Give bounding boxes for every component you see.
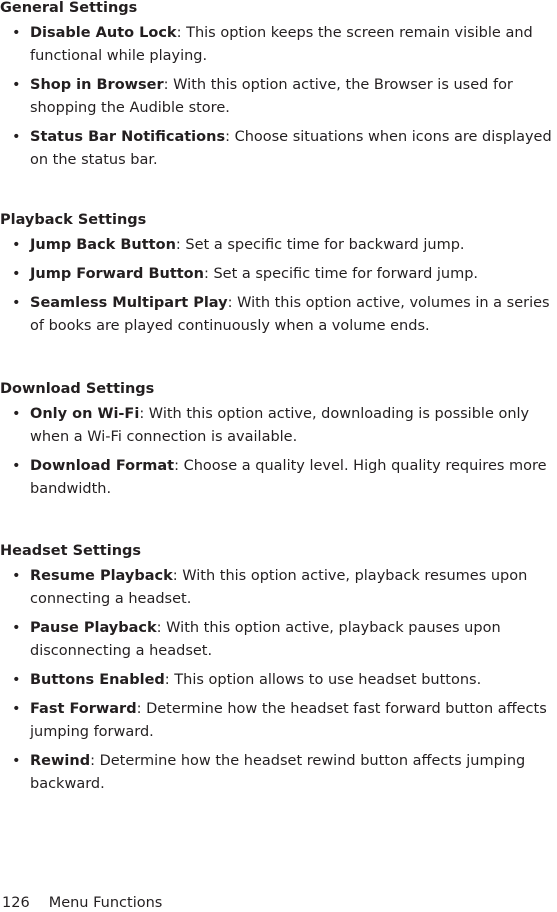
item-description: : Choose situations when icons are displayed on the status bar. xyxy=(30,129,552,168)
settings-list xyxy=(0,22,557,172)
item-term: Download Format xyxy=(30,458,175,474)
item-description: : This option allows to use headset buttons. xyxy=(164,672,482,688)
item-term: Resume Playback xyxy=(30,568,173,584)
list-item xyxy=(0,698,557,744)
item-term: Only on Wi-Fi xyxy=(30,406,140,422)
item-term: Fast Forward xyxy=(30,701,137,717)
bullet-icon: • xyxy=(12,458,21,474)
item-term: Jump Forward Button xyxy=(30,266,204,282)
item-term: Shop in Browser xyxy=(30,77,164,93)
item-description: : With this option active, downloading is possible only when a Wi-Fi connection is available. xyxy=(30,406,530,445)
section-general-settings xyxy=(0,0,557,178)
item-term: Pause Playback xyxy=(30,620,157,636)
bullet-icon: • xyxy=(12,237,21,253)
settings-list xyxy=(0,565,557,796)
item-description: : With this option active, playback resumes upon connecting a headset. xyxy=(30,568,528,607)
settings-list xyxy=(0,403,557,501)
section-title: Download Settings xyxy=(0,381,155,397)
list-item xyxy=(0,750,557,796)
list-item xyxy=(0,617,557,663)
bullet-icon: • xyxy=(12,672,21,688)
list-item xyxy=(0,22,557,68)
section-headset-settings xyxy=(0,543,557,802)
item-description: : Determine how the headset rewind button affects jumping backward. xyxy=(30,753,526,792)
item-term: Rewind xyxy=(30,753,91,769)
item-description: : With this option active, playback pauses upon disconnecting a headset. xyxy=(30,620,501,659)
list-item xyxy=(0,669,557,692)
list-item xyxy=(0,263,557,286)
section-title: Headset Settings xyxy=(0,543,142,559)
bullet-icon: • xyxy=(12,295,21,311)
list-item xyxy=(0,74,557,120)
item-term: Buttons Enabled xyxy=(30,672,165,688)
settings-list xyxy=(0,234,557,338)
bullet-icon: • xyxy=(12,620,21,636)
list-item xyxy=(0,403,557,449)
item-term: Jump Back Button xyxy=(30,237,176,253)
item-description: : Determine how the headset fast forward button affects jumping forward. xyxy=(30,701,547,740)
bullet-icon: • xyxy=(12,701,21,717)
bullet-icon: • xyxy=(12,568,21,584)
item-description: : Set a specific time for backward jump. xyxy=(175,237,465,253)
page-number: 126 xyxy=(2,895,30,911)
list-item xyxy=(0,126,557,172)
bullet-icon: • xyxy=(12,25,21,41)
item-term: Status Bar Notifications xyxy=(30,129,226,145)
footer-section-name: Menu Functions xyxy=(48,895,163,911)
section-playback-settings xyxy=(0,212,557,344)
item-description: : With this option active, the Browser is used for shopping the Audible store. xyxy=(30,77,513,116)
bullet-icon: • xyxy=(12,129,21,145)
list-item xyxy=(0,234,557,257)
bullet-icon: • xyxy=(12,266,21,282)
list-item xyxy=(0,565,557,611)
bullet-icon: • xyxy=(12,753,21,769)
bullet-icon: • xyxy=(12,77,21,93)
item-description: : This option keeps the screen remain visible and functional while playing. xyxy=(30,25,533,64)
page-footer xyxy=(2,894,162,912)
item-term: Seamless Multipart Play xyxy=(30,295,228,311)
list-item xyxy=(0,455,557,501)
section-download-settings xyxy=(0,381,557,507)
list-item xyxy=(0,292,557,338)
section-title: Playback Settings xyxy=(0,212,147,228)
item-description: : Choose a quality level. High quality requires more bandwidth. xyxy=(30,458,547,497)
item-term: Disable Auto Lock xyxy=(30,25,177,41)
item-description: : With this option active, volumes in a series of books are played continuously when a volume ends. xyxy=(30,295,550,334)
item-description: : Set a specific time for forward jump. xyxy=(203,266,479,282)
bullet-icon: • xyxy=(12,406,21,422)
section-title: General Settings xyxy=(0,0,138,16)
